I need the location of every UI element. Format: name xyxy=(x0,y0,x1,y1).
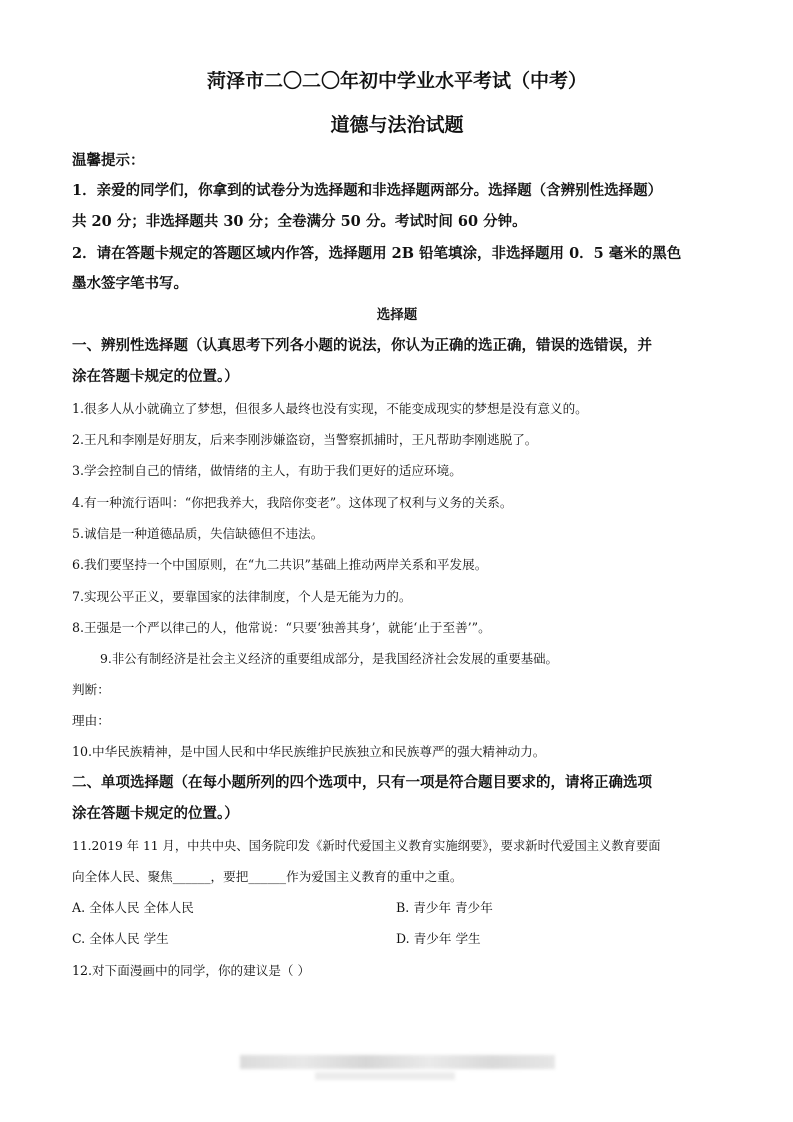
notice-item-1-line-1: 1．亲爱的同学们，你拿到的试卷分为选择题和非选择题两部分。选择题（含辨别性选择题） xyxy=(72,182,663,199)
question-2: 2.王凡和李刚是好朋友，后来李刚涉嫌盗窃，当警察抓捕时，王凡帮助李刚逃脱了。 xyxy=(72,432,538,447)
question-5: 5.诚信是一种道德品质，失信缺德但不违法。 xyxy=(72,526,324,541)
notice-heading: 温馨提示： xyxy=(72,152,145,169)
notice-item-2-line-2: 墨水签字笔书写。 xyxy=(72,275,188,292)
part1-heading-line-1: 一、辨别性选择题（认真思考下列各小题的说法，你认为正确的选正确，错误的选错误，并 xyxy=(72,337,652,354)
option-d: D. 青少年 学生 xyxy=(396,931,481,946)
section-title: 选择题 xyxy=(376,307,418,323)
part2-heading-line-1: 二、单项选择题（在每小题所列的四个选项中，只有一项是符合题目要求的，请将正确选项 xyxy=(72,774,652,791)
question-10: 10.中华民族精神，是中国人民和中华民族维护民族独立和民族尊严的强大精神动力。 xyxy=(72,744,546,759)
blurred-footer-text-2 xyxy=(315,1072,455,1080)
question-4: 4.有一种流行语叫：“你把我养大，我陪你变老”。这体现了权利与义务的关系。 xyxy=(72,495,513,510)
option-a: A. 全体人民 全体人民 xyxy=(72,900,194,915)
notice-item-1-line-2: 共 20 分；非选择题共 30 分；全卷满分 50 分。考试时间 60 分钟。 xyxy=(72,213,527,230)
exam-page xyxy=(72,0,722,1122)
question-6: 6.我们要坚持一个中国原则，在“九二共识”基础上推动两岸关系和平发展。 xyxy=(72,557,488,572)
judge-label: 判断： xyxy=(72,682,110,697)
reason-label: 理由： xyxy=(72,713,110,728)
question-11-line-2: 向全体人民、聚焦______，要把______作为爱国主义教育的重中之重。 xyxy=(72,869,463,884)
exam-title: 菏泽市二〇二〇年初中学业水平考试（中考） xyxy=(206,70,587,92)
question-8: 8.王强是一个严以律己的人，他常说：“只要‘独善其身’，就能‘止于至善’”。 xyxy=(72,620,491,635)
question-1: 1.很多人从小就确立了梦想，但很多人最终也没有实现，不能变成现实的梦想是没有意义的。 xyxy=(72,401,588,416)
option-b: B. 青少年 青少年 xyxy=(396,900,493,915)
question-11-line-1: 11.2019 年 11 月，中共中央、国务院印发《新时代爱国主义教育实施纲要》，要求新时代爱国主义教育要面 xyxy=(72,839,661,853)
question-7: 7.实现公平正义，要靠国家的法律制度，个人是无能为力的。 xyxy=(72,589,412,604)
part2-heading-line-2: 涂在答题卡规定的位置。） xyxy=(72,805,239,822)
option-c: C. 全体人民 学生 xyxy=(72,931,169,946)
part1-heading-line-2: 涂在答题卡规定的位置。） xyxy=(72,368,239,385)
question-3: 3.学会控制自己的情绪，做情绪的主人，有助于我们更好的适应环境。 xyxy=(72,463,462,478)
notice-item-2-line-1: 2．请在答题卡规定的答题区域内作答，选择题用 2B 铅笔填涂，非选择题用 0．5 毫米的黑色 xyxy=(72,245,682,262)
blurred-footer-text xyxy=(240,1055,555,1069)
question-9: 9.非公有制经济是社会主义经济的重要组成部分，是我国经济社会发展的重要基础。 xyxy=(100,651,558,666)
exam-subtitle: 道德与法治试题 xyxy=(330,114,464,136)
question-12: 12.对下面漫画中的同学，你的建议是（ ） xyxy=(72,963,311,978)
